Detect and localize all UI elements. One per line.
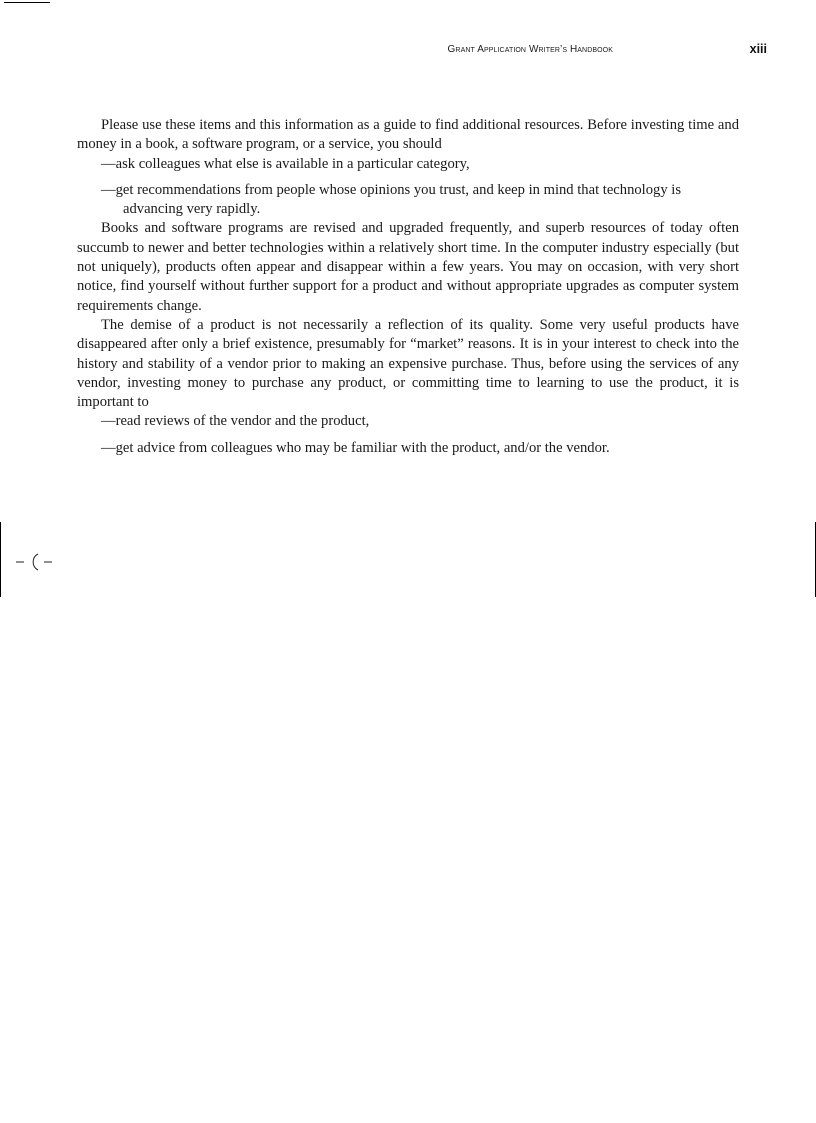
list-item-ask-colleagues: —ask colleagues what else is available in a particular category, — [101, 155, 470, 172]
page-number: xiii — [749, 42, 767, 56]
list-item-read-reviews: —read reviews of the vendor and the product, — [101, 413, 370, 430]
paragraph-product-demise: The demise of a product is not necessarily a reflection of its quality. Some very useful products have disappeared after only a brief existence, presumably for “market” reasons. It is in your interest to check into the history and stability of a vendor prior to making an expensive purchase. Thus, before using the services of any vendor, investing money to purchase any product, or committing time to learning to use the product, it is important to — [77, 316, 739, 411]
registration-mark-icon — [16, 551, 52, 573]
body-text — [77, 116, 739, 458]
list-item-get-recommendations: —get recommendations from people whose opinions you trust, and keep in mind that technology is advancing very rapidly. — [101, 181, 681, 218]
running-head — [0, 41, 816, 61]
paragraph-intro: Please use these items and this information as a guide to find additional resources. Before investing time and money in a book, a software program, or a service, you should — [77, 117, 739, 153]
paragraph-revisions: Books and software programs are revised and upgraded frequently, and superb resources of today often succumb to newer and better technologies within a relatively short time. In the computer industry especially (but not uniquely), products often appear and disappear within a few years. You may on occasion, with very short notice, find yourself without further support for a product and without appropriate upgrades as computer system requirements change. — [77, 220, 739, 314]
left-margin-rule — [0, 522, 1, 597]
list-item-get-advice: —get advice from colleagues who may be familiar with the product, and/or the vendor. — [101, 439, 610, 456]
running-title: Grant Application Writer’s Handbook — [447, 44, 613, 55]
corner-trim-line — [4, 2, 50, 3]
